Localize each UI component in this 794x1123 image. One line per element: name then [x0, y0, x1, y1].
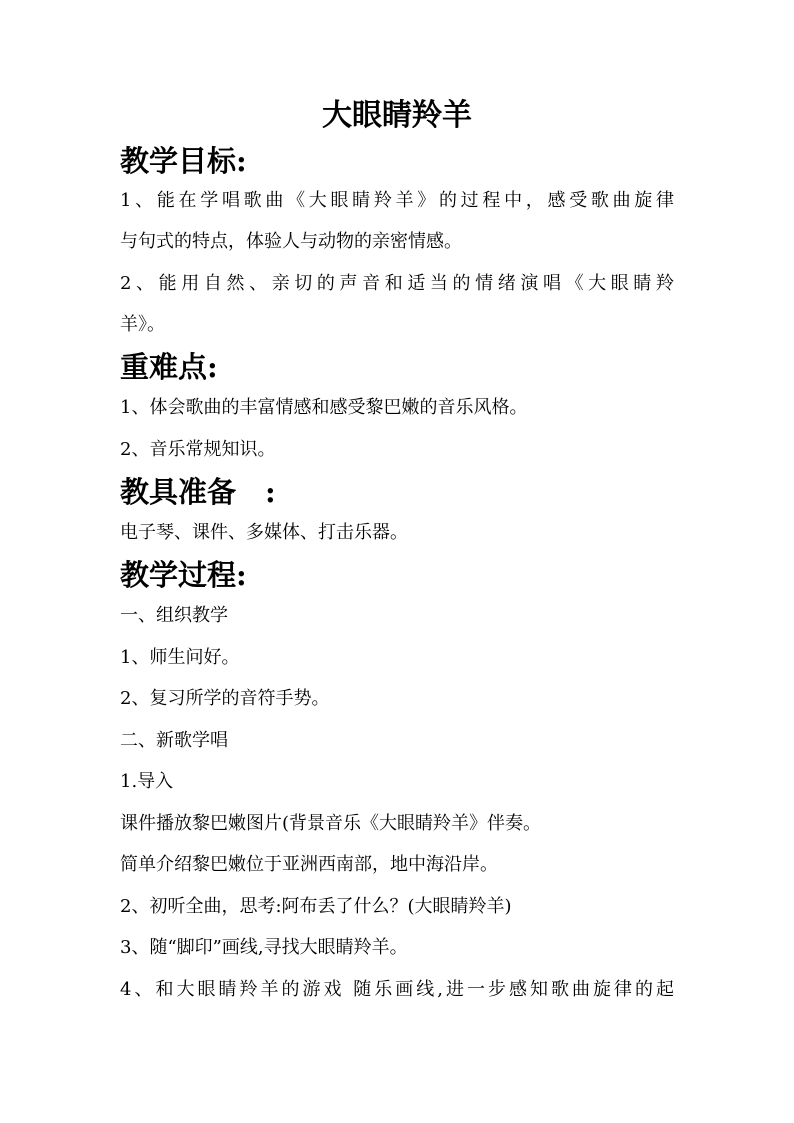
document-title: 大眼睛羚羊: [322, 98, 472, 133]
key-point-line-1: 1、体会歌曲的丰富情感和感受黎巴嫩的音乐风格。: [120, 397, 528, 418]
process-line-3: 2、复习所学的音符手势。: [120, 688, 330, 709]
objective-line-4: 羊》。: [120, 314, 165, 335]
process-line-7: 简单介绍黎巴嫩位于亚洲西南部，地中海沿岸。: [120, 854, 498, 875]
process-line-8: 2、初听全曲，思考:阿布丢了什么？(大眼睛羚羊): [120, 896, 512, 917]
process-line-1: 一、组织教学: [120, 605, 228, 626]
heading-process: 教学过程:: [120, 558, 247, 592]
materials-line-1: 电子琴、课件、多媒体、打击乐器。: [120, 522, 408, 543]
heading-objectives: 教学目标:: [120, 144, 247, 178]
process-line-4: 二、新歌学唱: [120, 730, 228, 751]
process-line-5: 1.导入: [120, 771, 174, 792]
heading-materials: 教具准备 :: [120, 475, 276, 509]
process-line-10: 4、和大眼睛羚羊的游戏 随乐画线,进一步感知歌曲旋律的起: [120, 979, 674, 1000]
key-point-line-2: 2、音乐常规知识。: [120, 439, 276, 460]
process-line-6: 课件播放黎巴嫩图片(背景音乐《大眼睛羚羊》伴奏。: [120, 813, 542, 834]
heading-key-points: 重难点:: [120, 350, 218, 384]
objective-line-3: 2、能用自然、亲切的声音和适当的情绪演唱《大眼睛羚: [120, 273, 674, 294]
process-line-9: 3、随“脚印”画线,寻找大眼睛羚羊。: [120, 937, 408, 958]
objective-line-1: 1、能在学唱歌曲《大眼睛羚羊》的过程中，感受歌曲旋律: [120, 190, 674, 211]
process-line-2: 1、师生问好。: [120, 647, 240, 668]
objective-line-2: 与句式的特点，体验人与动物的亲密情感。: [120, 231, 462, 252]
